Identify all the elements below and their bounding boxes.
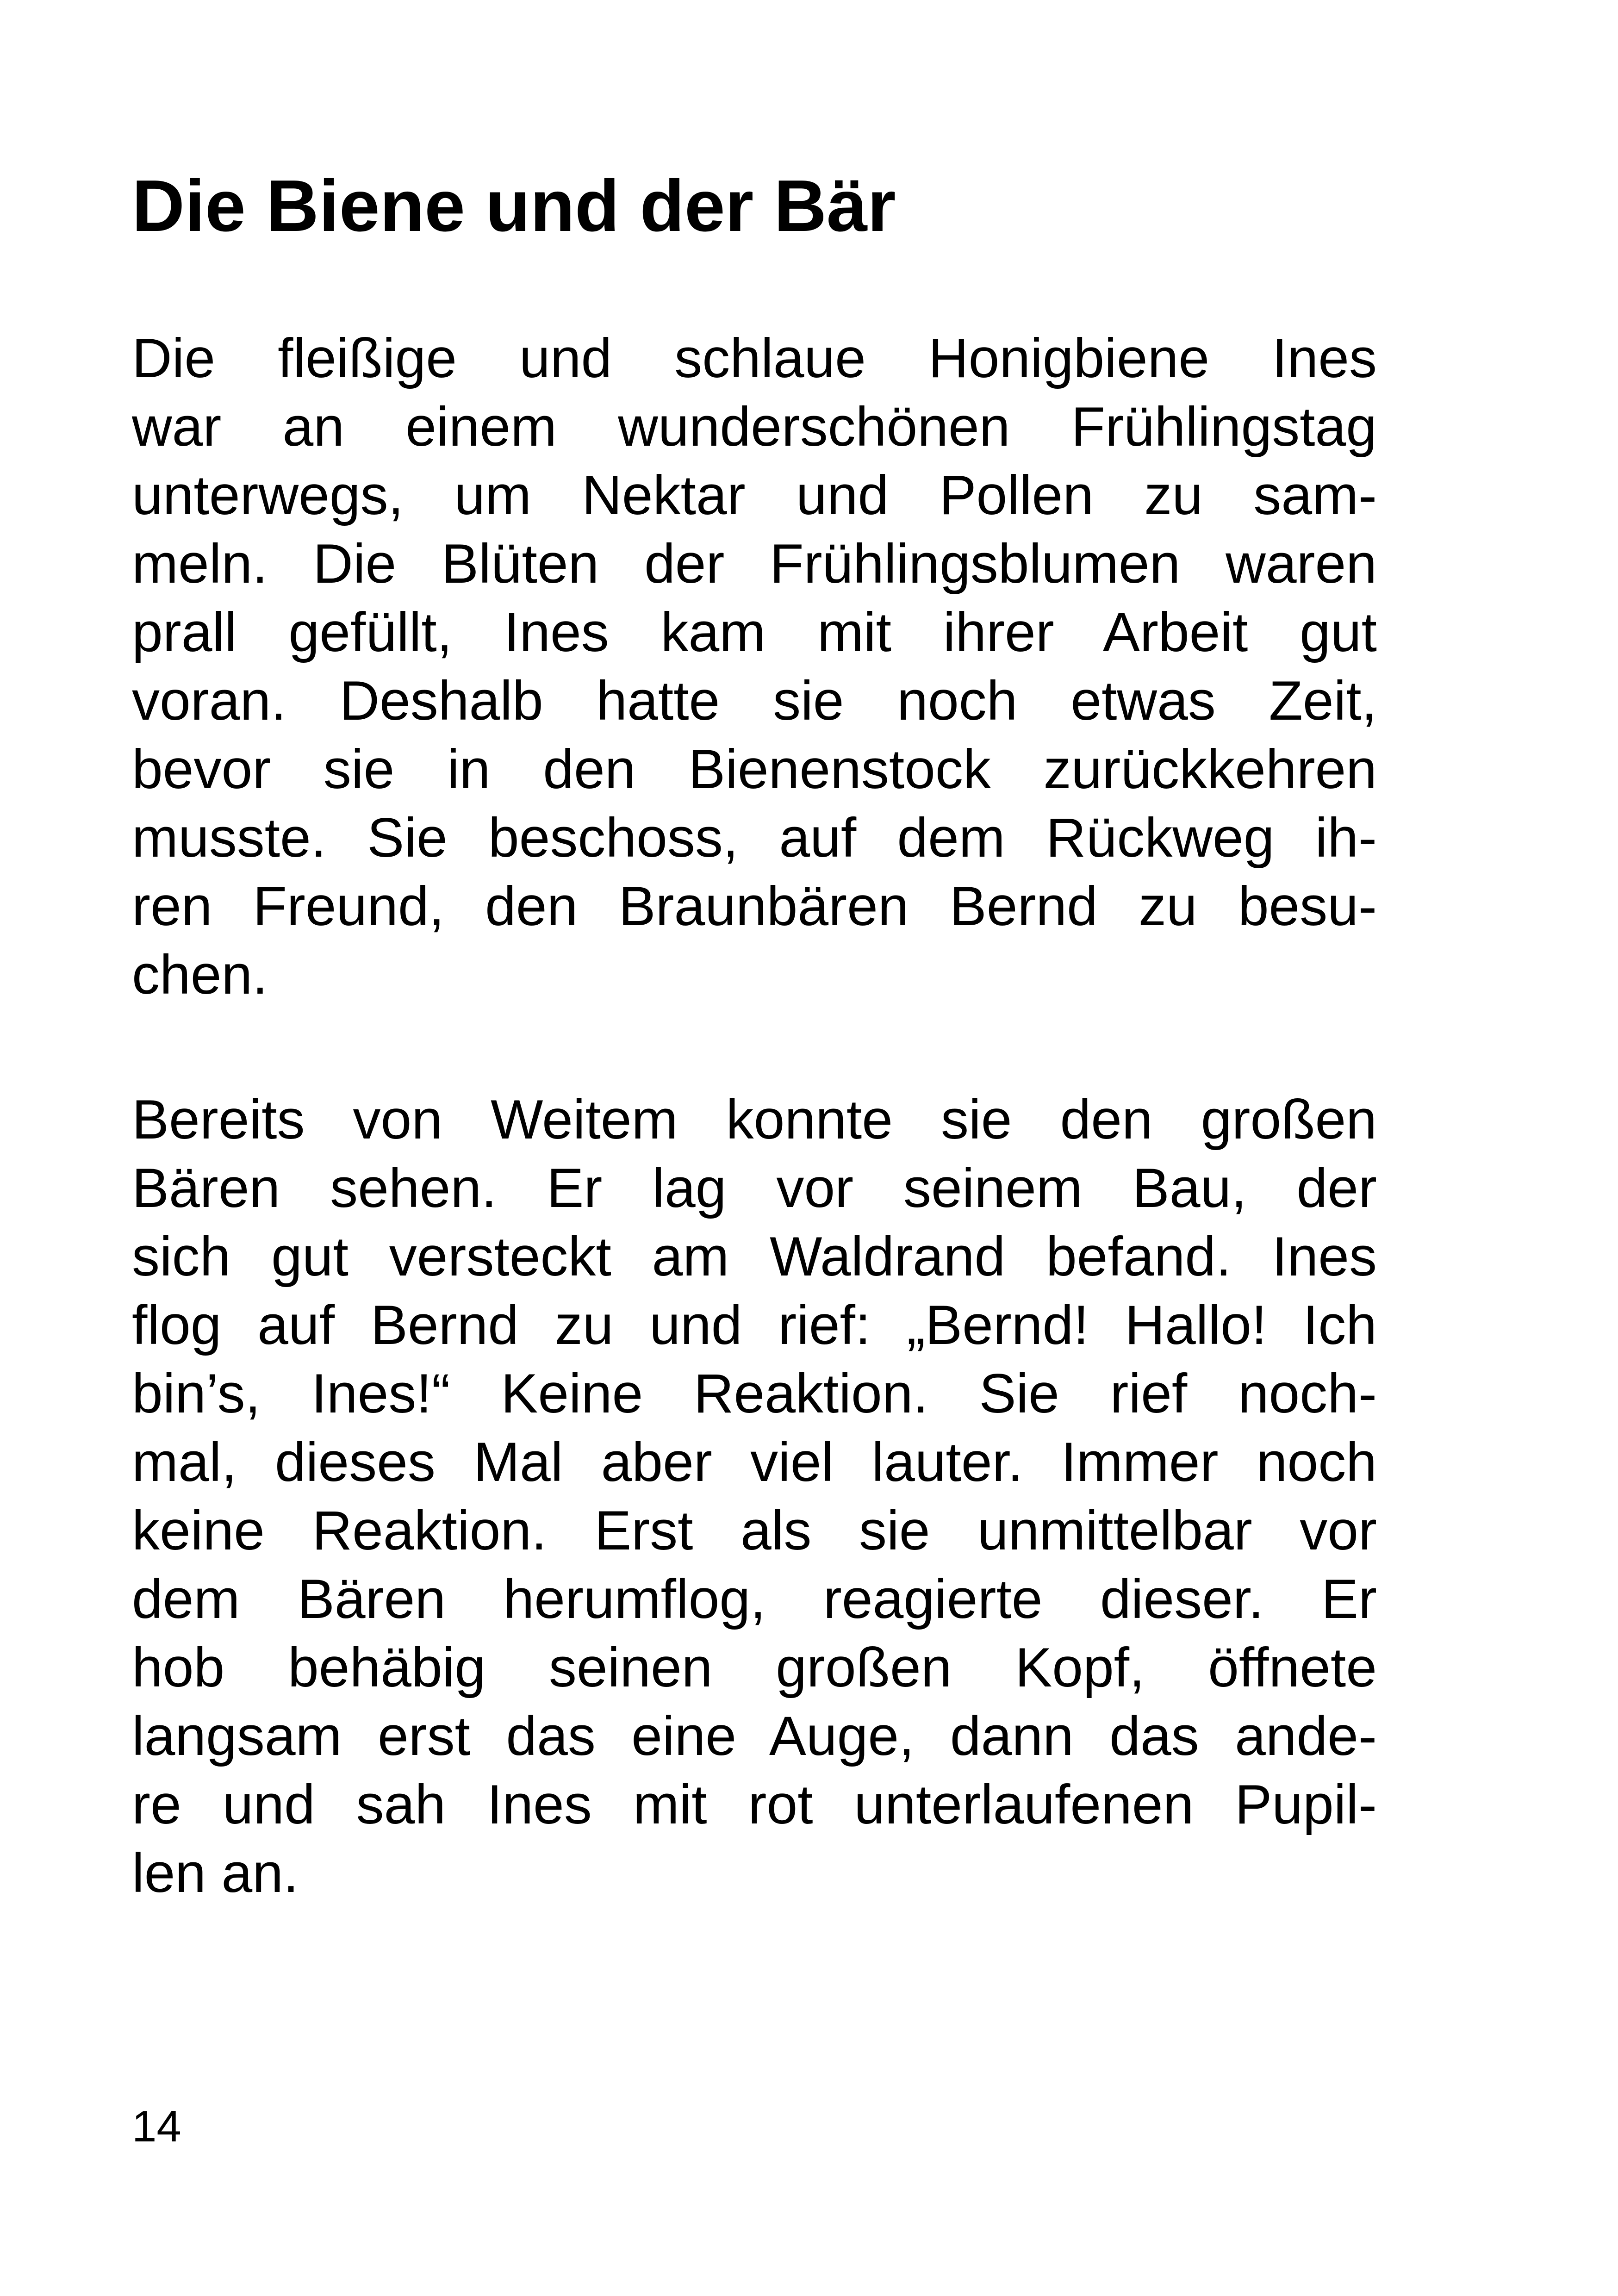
text-line: meln. Die Blüten der Frühlingsblumen waren bbox=[132, 533, 1377, 595]
text-line: keine Reaktion. Erst als sie unmittelbar vor bbox=[132, 1500, 1377, 1562]
text-line: Bereits von Weitem konnte sie den großen bbox=[132, 1089, 1377, 1151]
text-line: hob behäbig seinen großen Kopf, öffnete bbox=[132, 1636, 1377, 1699]
text-line: len an. bbox=[132, 1842, 299, 1904]
text-line: ren Freund, den Braunbären Bernd zu besu- bbox=[132, 875, 1377, 937]
text-line: unterwegs, um Nektar und Pollen zu sam- bbox=[132, 464, 1377, 526]
paragraph-1 bbox=[132, 324, 1377, 1009]
text-line: flog auf Bernd zu und rief: „Bernd! Hallo! Ich bbox=[132, 1294, 1377, 1356]
text-line: re und sah Ines mit rot unterlaufenen Pupil- bbox=[132, 1773, 1377, 1836]
text-line: chen. bbox=[132, 944, 268, 1006]
text-line: dem Bären herumflog, reagierte dieser. Er bbox=[132, 1568, 1377, 1630]
text-line: mal, dieses Mal aber viel lauter. Immer noch bbox=[132, 1431, 1377, 1493]
text-line: bin’s, Ines!“ Keine Reaktion. Sie rief noch- bbox=[132, 1363, 1377, 1425]
text-line: musste. Sie beschoss, auf dem Rückweg ih- bbox=[132, 807, 1377, 869]
text-line: langsam erst das eine Auge, dann das ande- bbox=[132, 1705, 1377, 1767]
paragraph-2 bbox=[132, 1085, 1377, 1907]
text-line: Bären sehen. Er lag vor seinem Bau, der bbox=[132, 1157, 1377, 1219]
page-number: 14 bbox=[132, 2102, 181, 2151]
text-line: bevor sie in den Bienenstock zurückkehren bbox=[132, 738, 1377, 800]
text-line: prall gefüllt, Ines kam mit ihrer Arbeit gut bbox=[132, 601, 1377, 663]
text-line: war an einem wunderschönen Frühlingstag bbox=[132, 396, 1377, 458]
text-line: voran. Deshalb hatte sie noch etwas Zeit, bbox=[132, 670, 1377, 732]
text-line: sich gut versteckt am Waldrand befand. Ines bbox=[132, 1226, 1377, 1288]
page-title: Die Biene und der Bär bbox=[132, 165, 896, 247]
text-line: Die fleißige und schlaue Honigbiene Ines bbox=[132, 327, 1377, 389]
